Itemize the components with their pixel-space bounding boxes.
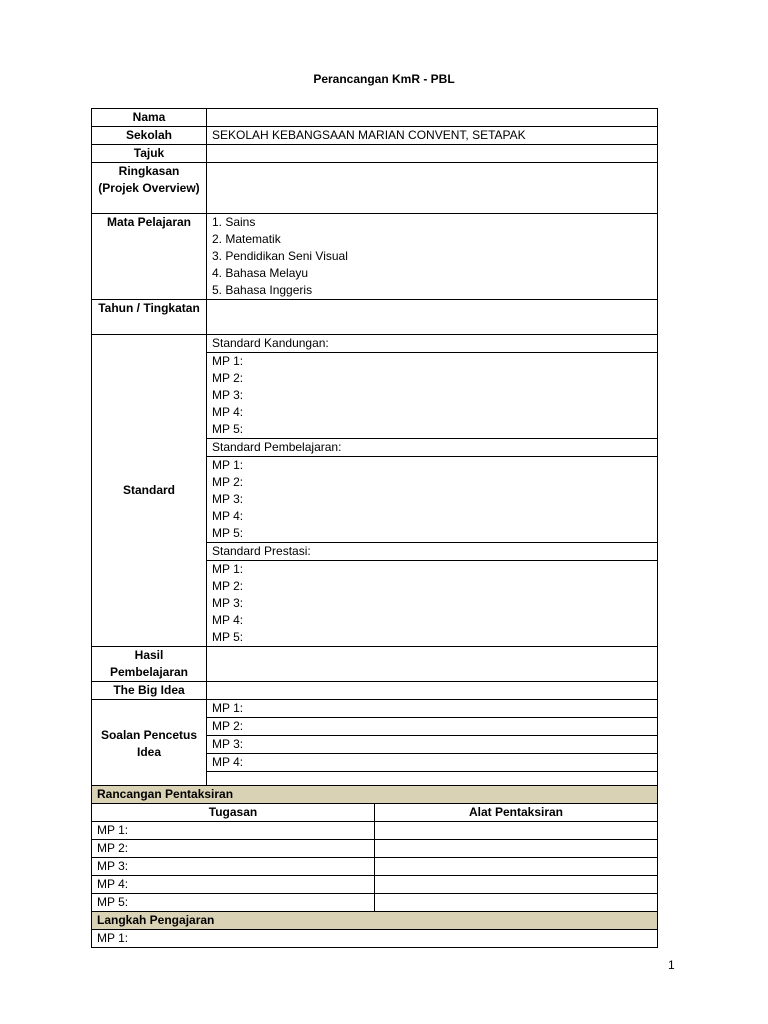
alat-cell [375, 858, 658, 876]
row-big-idea [92, 682, 658, 700]
list-item: MP 1: [212, 354, 244, 368]
list-item: MP 1: [212, 458, 244, 472]
value-tajuk [207, 145, 658, 163]
table-row [92, 930, 658, 948]
label-soalan: Soalan Pencetus Idea [92, 700, 207, 789]
alat-cell [375, 822, 658, 840]
table-row [92, 894, 658, 912]
row-tajuk [92, 145, 658, 163]
value-big-idea [207, 682, 658, 700]
soalan-item: MP 4: [207, 754, 658, 772]
table-row [92, 822, 658, 840]
list-item: MP 4: [212, 613, 244, 627]
rancangan-heading: Rancangan Pentaksiran [92, 786, 658, 804]
list-item: MP 5: [212, 630, 244, 644]
row-standard-kandungan-heading [92, 335, 658, 353]
table-row [92, 858, 658, 876]
label-sekolah: Sekolah [92, 127, 207, 145]
soalan-item: MP 1: [207, 700, 658, 718]
list-item: MP 2: [212, 475, 244, 489]
row-ringkasan [92, 163, 658, 214]
row-rancangan-heading [92, 786, 658, 804]
col-alat-pentaksiran: Alat Pentaksiran [375, 804, 658, 822]
value-hasil [207, 647, 658, 682]
col-tugasan: Tugasan [92, 804, 375, 822]
row-soalan-1 [92, 700, 658, 718]
list-item: MP 2: [212, 371, 244, 385]
list-mata-pelajaran [207, 214, 658, 300]
standard-kandungan-heading: Standard Kandungan: [207, 335, 658, 353]
row-tahun [92, 300, 658, 335]
list-item: 5. Bahasa Inggeris [212, 283, 313, 297]
row-sekolah [92, 127, 658, 145]
standard-pembelajaran-list [207, 457, 658, 543]
alat-cell [375, 894, 658, 912]
list-item: MP 5: [212, 526, 244, 540]
row-rancangan-columns [92, 804, 658, 822]
list-item: 1. Sains [212, 215, 256, 229]
soalan-item: MP 2: [207, 718, 658, 736]
label-tajuk: Tajuk [92, 145, 207, 163]
tugasan-cell: MP 4: [92, 876, 375, 894]
page-number: 1 [668, 958, 675, 972]
value-tahun [207, 300, 658, 335]
label-hasil: Hasil Pembelajaran [92, 647, 207, 682]
standard-pembelajaran-heading: Standard Pembelajaran: [207, 439, 658, 457]
row-nama [92, 109, 658, 127]
value-sekolah: SEKOLAH KEBANGSAAN MARIAN CONVENT, SETAPAK [207, 127, 658, 145]
row-mata-pelajaran [92, 214, 658, 300]
langkah-cell: MP 1: [92, 930, 658, 948]
label-tahun: Tahun / Tingkatan [92, 300, 207, 335]
list-item: 2. Matematik [212, 232, 281, 246]
list-item: MP 3: [212, 388, 244, 402]
document-title: Perancangan KmR - PBL [313, 72, 455, 86]
list-item: MP 2: [212, 579, 244, 593]
langkah-heading: Langkah Pengajaran [92, 912, 658, 930]
table-row [92, 840, 658, 858]
label-big-idea: The Big Idea [92, 682, 207, 700]
label-nama: Nama [92, 109, 207, 127]
assessment-table [91, 785, 658, 948]
list-item: MP 3: [212, 492, 244, 506]
label-mata-pelajaran: Mata Pelajaran [92, 214, 207, 300]
soalan-item: MP 3: [207, 736, 658, 754]
value-ringkasan [207, 163, 658, 214]
label-standard: Standard [92, 335, 207, 647]
standard-kandungan-list [207, 353, 658, 439]
planning-table [91, 108, 658, 789]
row-langkah-heading [92, 912, 658, 930]
label-ringkasan: Ringkasan (Projek Overview) [92, 163, 207, 214]
standard-prestasi-list [207, 561, 658, 647]
list-item: MP 1: [212, 562, 244, 576]
row-hasil [92, 647, 658, 682]
list-item: MP 3: [212, 596, 244, 610]
list-item: 4. Bahasa Melayu [212, 266, 309, 280]
alat-cell [375, 840, 658, 858]
standard-prestasi-heading: Standard Prestasi: [207, 543, 658, 561]
list-item: 3. Pendidikan Seni Visual [212, 249, 348, 263]
alat-cell [375, 876, 658, 894]
tugasan-cell: MP 3: [92, 858, 375, 876]
table-row [92, 876, 658, 894]
tugasan-cell: MP 2: [92, 840, 375, 858]
tugasan-cell: MP 5: [92, 894, 375, 912]
value-nama [207, 109, 658, 127]
list-item: MP 4: [212, 405, 244, 419]
tugasan-cell: MP 1: [92, 822, 375, 840]
list-item: MP 5: [212, 422, 244, 436]
list-item: MP 4: [212, 509, 244, 523]
